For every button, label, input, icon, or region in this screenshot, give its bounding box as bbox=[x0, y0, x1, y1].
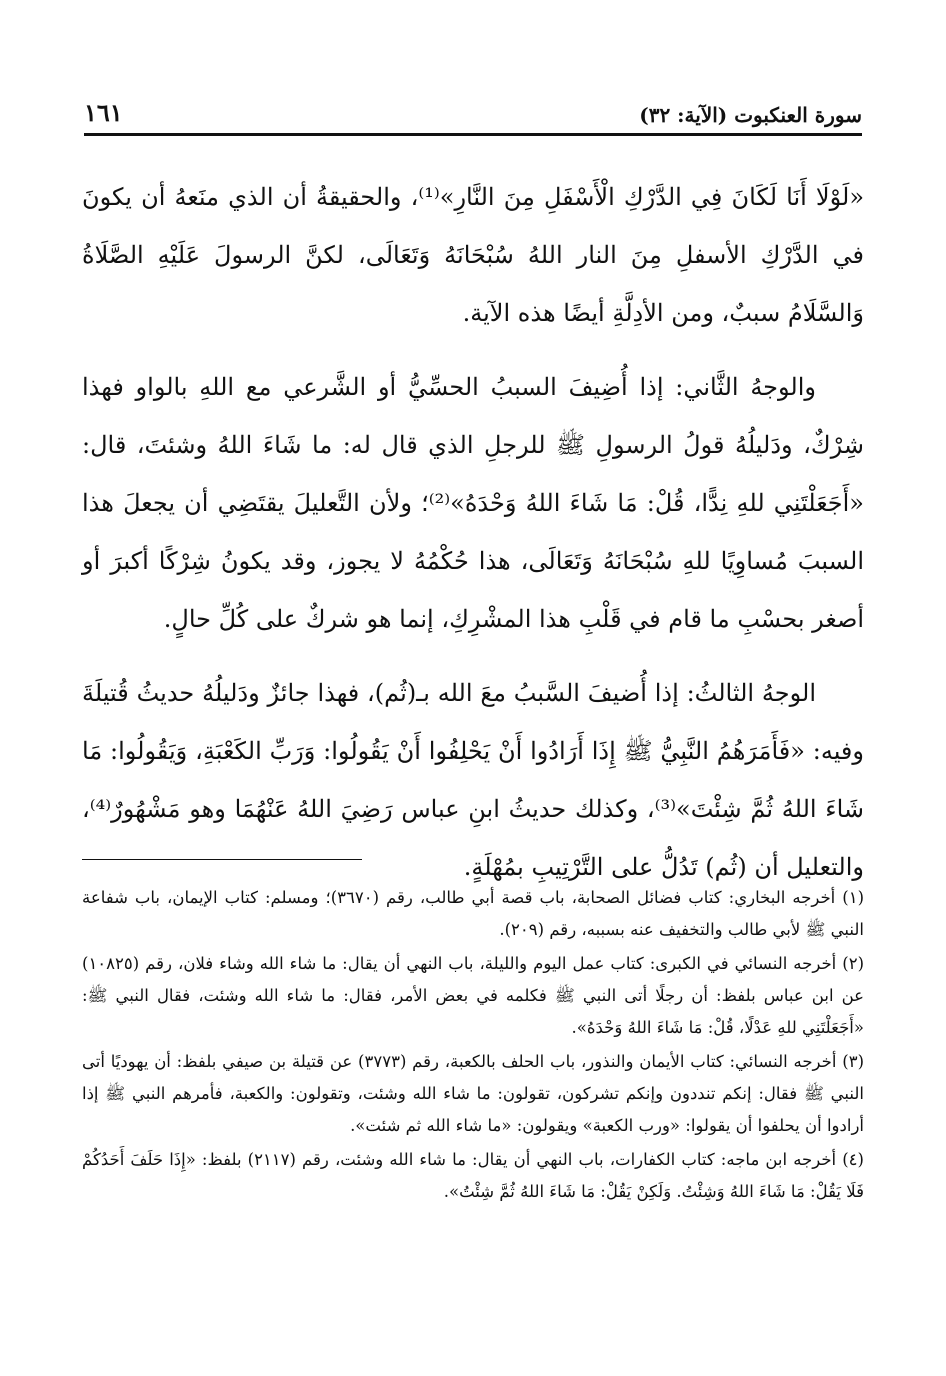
footnote-number: (١) bbox=[842, 888, 864, 907]
running-title: سورة العنكبوت (الآية: ٣٢) bbox=[639, 103, 862, 127]
footnote-number: (٢) bbox=[842, 954, 864, 973]
footnote-number: (٣) bbox=[842, 1052, 864, 1071]
paragraph: والوجهُ الثَّاني: إذا أُضِيفَ السببُ الحسِّيُّ أو الشَّرعي مع اللهِ بالواو فهذا شِرْكٌ، ودَليلُهُ قولُ الرسولِ ﷺ للرجلِ الذي قال له: ما شَاءَ اللهُ وشئتَ، قال: «أَجَعَلْتَنِي للهِ نِدًّا، قُلْ: مَا شَاءَ اللهُ وَحْدَهُ»⁽²⁾؛ ولأن التَّعليلَ يقتَضِي أن يجعلَ هذا السببَ مُساوِيًا للهِ سُبْحَانَهُ وَتَعَالَى، هذا حُكْمُهُ لا يجوز، وقد يكونُ شِرْكًا أكبرَ أو أصغر بحسْبِ ما قام في قَلْبِ هذا المشْرِكِ، إنما هو شركٌ على كُلِّ حالٍ. bbox=[82, 373, 864, 633]
footnote-text: أخرجه النسائي: كتاب الأيمان والنذور، باب الحلف بالكعبة، رقم (٣٧٧٣) عن قتيلة بن صيفي بلفظ: أن يهوديًا أتى النبي ﷺ فقال: إنكم تنددون وإنكم تشركون، تقولون: ما شاء الله وشئت، وتقولون: والكعبة، فأمرهم النبي ﷺ إذا أرادوا أن يحلفوا أن يقولوا: «ورب الكعبة» ويقولون: «ما شاء الله ثم شئت». bbox=[82, 1052, 864, 1135]
footnote-text: أخرجه ابن ماجه: كتاب الكفارات، باب النهي أن يقال: ما شاء الله وشئت، رقم (٢١١٧) بلفظ: «إِذَا حَلَفَ أَحَدُكُمْ فَلَا يَقُلْ: مَا شَاءَ اللهُ وَشِئْتُ. وَلَكِنْ يَقُلْ: مَا شَاءَ اللهُ ثُمَّ شِئْتُ». bbox=[82, 1150, 864, 1201]
footnote-text: أخرجه النسائي في الكبرى: كتاب عمل اليوم والليلة، باب النهي أن يقال: ما شاء الله وشاء فلان، رقم (١٠٨٢٥) عن ابن عباس بلفظ: أن رجلًا أتى النبي ﷺ فكلمه في بعض الأمر، فقال: ما شاء الله وشئت، فقال النبي ﷺ: «أَجَعَلْتَنِي للهِ عَدْلًا، قُلْ: مَا شَاءَ اللهُ وَحْدَهُ». bbox=[82, 954, 864, 1037]
main-text bbox=[82, 168, 864, 912]
footnote bbox=[82, 882, 864, 946]
footnote bbox=[82, 1144, 864, 1208]
page-number: ١٦١ bbox=[84, 98, 123, 127]
footnote-text: أخرجه البخاري: كتاب فضائل الصحابة، باب قصة أبي طالب، رقم (٣٦٧٠)؛ ومسلم: كتاب الإيمان، باب شفاعة النبي ﷺ لأبي طالب والتخفيف عنه بسببه، رقم (٢٠٩). bbox=[82, 888, 864, 939]
footnote-number: (٤) bbox=[842, 1150, 864, 1169]
footnote-separator bbox=[82, 859, 362, 860]
footnotes bbox=[82, 882, 864, 1210]
paragraph: «لَوْلَا أَنَا لَكَانَ فِي الدَّرْكِ الْأَسْفَلِ مِنَ النَّارِ»⁽¹⁾، والحقيقةُ أن الذي منَعهُ أن يكونَ في الدَّرْكِ الأسفلِ مِنَ النار اللهُ سُبْحَانَهُ وَتَعَالَى، لكنَّ الرسولَ عَلَيْهِ الصَّلَاةُ وَالسَّلَامُ سببٌ، ومن الأدِلَّةِ أيضًا هذه الآية. bbox=[82, 183, 864, 327]
footnote bbox=[82, 1046, 864, 1142]
footnote bbox=[82, 948, 864, 1044]
paragraph: الوجهُ الثالثُ: إذا أُضيفَ السَّببُ معَ الله بـ(ثُم)، فهذا جائزٌ ودَليلُهُ حديثُ قُتيلَةَ وفيه: «فَأَمَرَهُمُ النَّبِيُّ ﷺ إِذَا أَرَادُوا أَنْ يَحْلِفُوا أَنْ يَقُولُوا: وَرَبِّ الكَعْبَةِ، وَيَقُولُوا: مَا شَاءَ اللهُ ثُمَّ شِئْتَ»⁽³⁾، وكذلك حديثُ ابنِ عباس رَضِيَ اللهُ عَنْهُمَا وهو مَشْهُورٌ⁽⁴⁾، والتعليل أن (ثُم) تَدُلُّ على التَّرْتِيبِ بمُهْلَةٍ. bbox=[82, 679, 864, 881]
page-header bbox=[84, 96, 862, 136]
